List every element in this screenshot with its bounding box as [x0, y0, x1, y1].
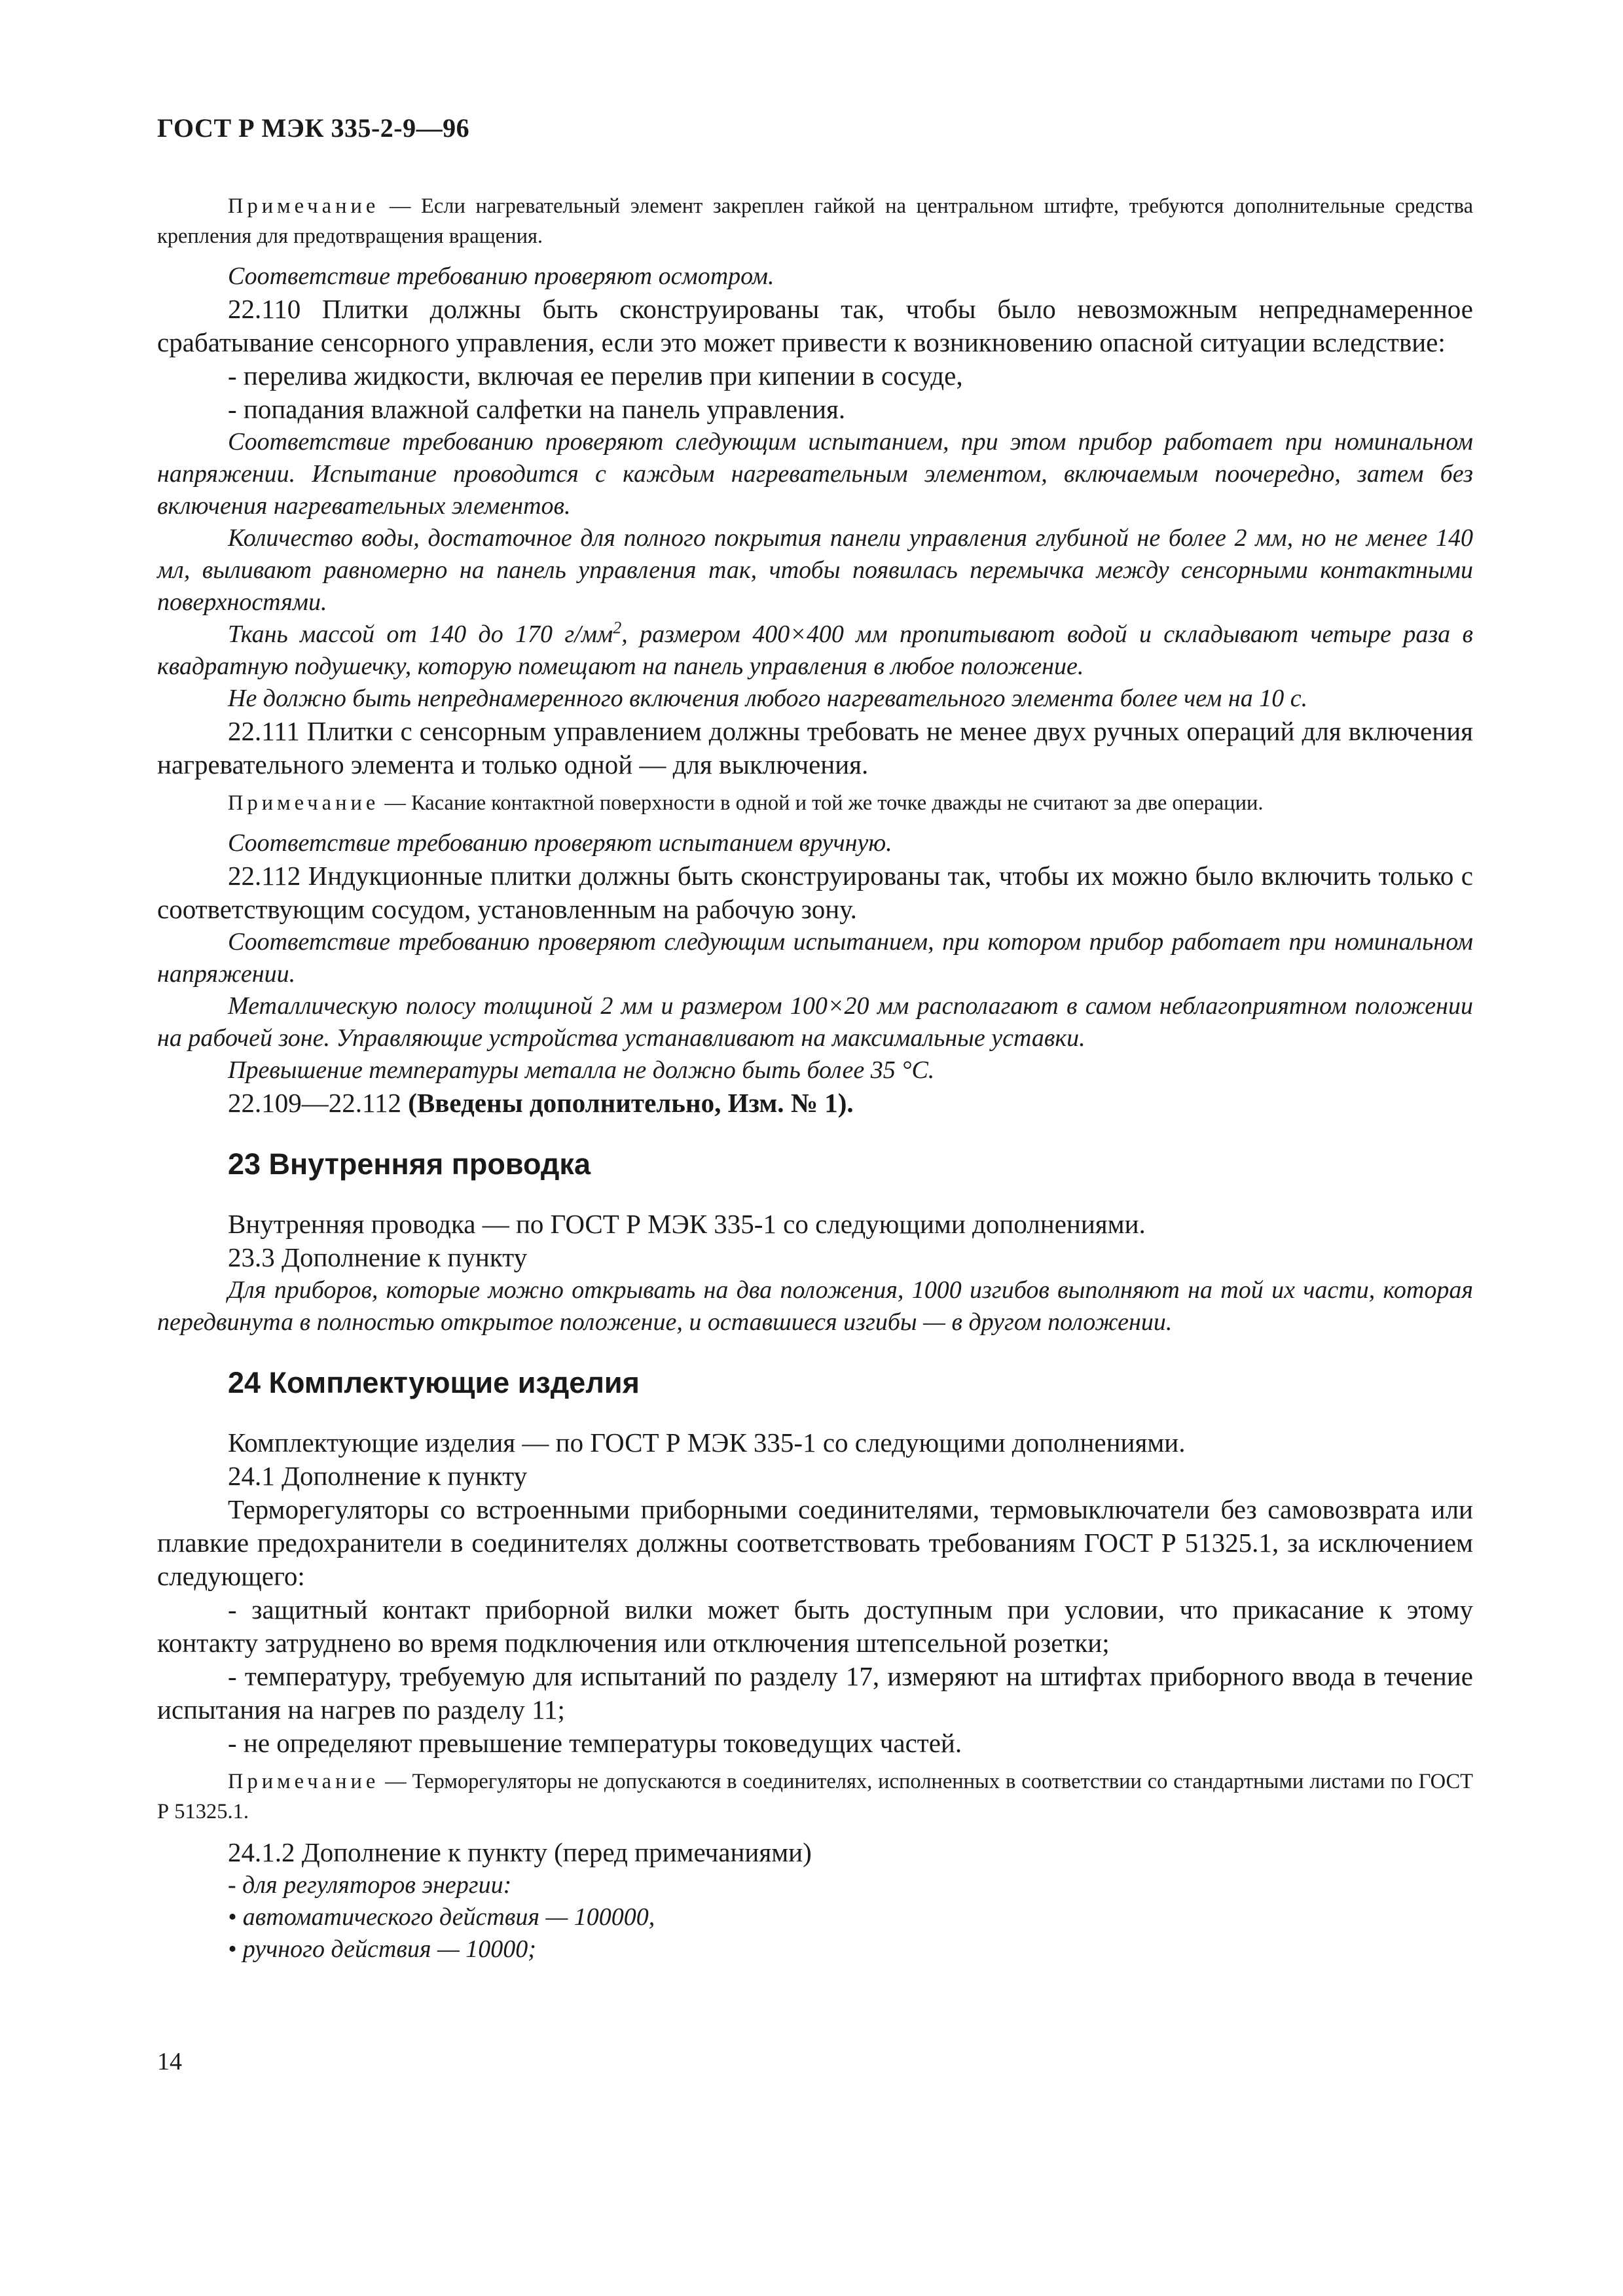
- paragraph-check-inspection: Соответствие требованию проверяют осмотром.: [228, 262, 775, 290]
- paragraph-24-1-text: Терморегуляторы со встроенными приборными соединителями, термовыключатели без самовозврата или плавкие предохранители в соединителях должны соответствовать требованиям ГОСТ Р 51325.1, за исключением следующего:: [157, 1494, 1473, 1591]
- amendment-ref: 22.109—22.112: [228, 1088, 409, 1118]
- paragraph-22-110-result: Не должно быть непреднамеренного включения любого нагревательного элемента более чем на 10 с.: [228, 685, 1308, 712]
- paragraph-22-110-cloth: [157, 619, 1473, 683]
- note-touch-surface: [157, 788, 1473, 818]
- paragraph-23-intro: Внутренняя проводка — по ГОСТ Р МЭК 335-1 со следующими дополнениями.: [228, 1209, 1146, 1239]
- list-item-wet-cloth: - попадания влажной салфетки на панель управления.: [228, 394, 846, 424]
- note-label: Примечание: [228, 194, 380, 218]
- page-header: ГОСТ Р МЭК 335-2-9—96: [157, 113, 470, 143]
- note-thermostats: [157, 1767, 1473, 1827]
- paragraph-24-1: 24.1 Дополнение к пункту: [228, 1461, 528, 1491]
- note-text: — Касание контактной поверхности в одной и той же точке дважды не считают за две операции.: [379, 791, 1264, 815]
- list-item-energy-regulators: - для регуляторов энергии:: [228, 1871, 512, 1899]
- paragraph-24-1-2: 24.1.2 Дополнение к пункту (перед примечаниями): [228, 1837, 812, 1867]
- paragraph-23-3: 23.3 Дополнение к пункту: [228, 1242, 528, 1272]
- paragraph-22-111: 22.111 Плитки с сенсорным управлением должны требовать не менее двух ручных операций для включения нагревательного элемента и только одной — для выключения.: [157, 716, 1473, 780]
- cloth-text-a: Ткань массой от 140 до 170 г/мм: [228, 620, 613, 648]
- paragraph-22-112-temperature: Превышение температуры металла не должно быть более 35 °С.: [228, 1056, 935, 1084]
- note-text: — Терморегуляторы не допускаются в соединителях, исполненных в соответствии со стандартными листами по ГОСТ Р 51325.1.: [157, 1770, 1473, 1823]
- paragraph-22-112: 22.112 Индукционные плитки должны быть сконструированы так, чтобы их можно было включить только с соответствующим сосудом, установленным на рабочую зону.: [157, 861, 1473, 924]
- note-heating-element: [157, 191, 1473, 251]
- note-text: — Если нагревательный элемент закреплен гайкой на центральном штифте, требуются дополнительные средства крепления для предотвращения вращения.: [157, 194, 1473, 248]
- paragraph-22-110-test: Соответствие требованию проверяют следующим испытанием, при этом прибор работает при номинальном напряжении. Испытание проводится с каждым нагревательным элементом, включаемым поочередно, затем без включения нагревательных элементов.: [157, 428, 1473, 520]
- note-label: Примечание: [228, 791, 380, 815]
- list-item-manual: • ручного действия — 10000;: [228, 1935, 536, 1963]
- list-item-temperature-pins: - температуру, требуемую для испытаний по разделу 17, измеряют на штифтах приборного ввода в течение испытания на нагрев по разделу 11;: [157, 1661, 1473, 1725]
- list-item-protective-contact: - защитный контакт приборной вилки может быть доступным при условии, что прикасание к этому контакту затруднено во время подключения или отключения штепсельной розетки;: [157, 1594, 1473, 1658]
- list-item-liquid-overflow: - перелива жидкости, включая ее перелив при кипении в сосуде,: [228, 361, 963, 391]
- amendment-note: (Введены дополнительно, Изм. № 1).: [408, 1088, 854, 1118]
- section-heading-23: 23 Внутренняя проводка: [228, 1147, 591, 1181]
- paragraph-24-intro: Комплектующие изделия — по ГОСТ Р МЭК 335-1 со следующими дополнениями.: [228, 1427, 1186, 1458]
- paragraph-22-112-test: Соответствие требованию проверяют следующим испытанием, при котором прибор работает при номинальном напряжении.: [157, 928, 1473, 988]
- paragraph-22-110: 22.110 Плитки должны быть сконструированы так, чтобы было невозможным непреднамеренное срабатывание сенсорного управления, если это может привести к возникновению опасной ситуации вследствие:: [157, 294, 1473, 357]
- paragraph-22-110-water: Количество воды, достаточное для полного покрытия панели управления глубиной не более 2 мм, но не менее 140 мл, выливают равномерно на панель управления так, чтобы появилась перемычка между сенсорными контактными поверхностями.: [157, 524, 1473, 616]
- cloth-superscript: 2: [613, 618, 622, 637]
- list-item-current-parts: - не определяют превышение температуры токоведущих частей.: [228, 1728, 962, 1758]
- note-label: Примечание: [228, 1770, 380, 1793]
- paragraph-23-3-text: Для приборов, которые можно открывать на два положения, 1000 изгибов выполняют на той их части, которая передвинута в полностью открытое положение, и оставшиеся изгибы — в другом положении.: [157, 1276, 1473, 1336]
- document-page: [157, 0, 1473, 2296]
- paragraph-22-111-check: Соответствие требованию проверяют испытанием вручную.: [228, 829, 892, 857]
- section-heading-24: 24 Комплектующие изделия: [228, 1366, 640, 1399]
- cloth-text-b: , размером 400×400 мм пропитывают водой и складывают четыре раза в квадратную подушечку, которую помещают на панель управления в любое положение.: [157, 620, 1473, 680]
- page-number: 14: [157, 2048, 182, 2075]
- paragraph-amendment: [157, 1086, 1473, 1120]
- list-item-automatic: • автоматического действия — 100000,: [228, 1903, 655, 1931]
- page-content: [157, 185, 1473, 1965]
- paragraph-22-112-strip: Металлическую полосу толщиной 2 мм и размером 100×20 мм располагают в самом неблагоприятном положении на рабочей зоне. Управляющие устройства устанавливают на максимальные уставки.: [157, 992, 1473, 1052]
